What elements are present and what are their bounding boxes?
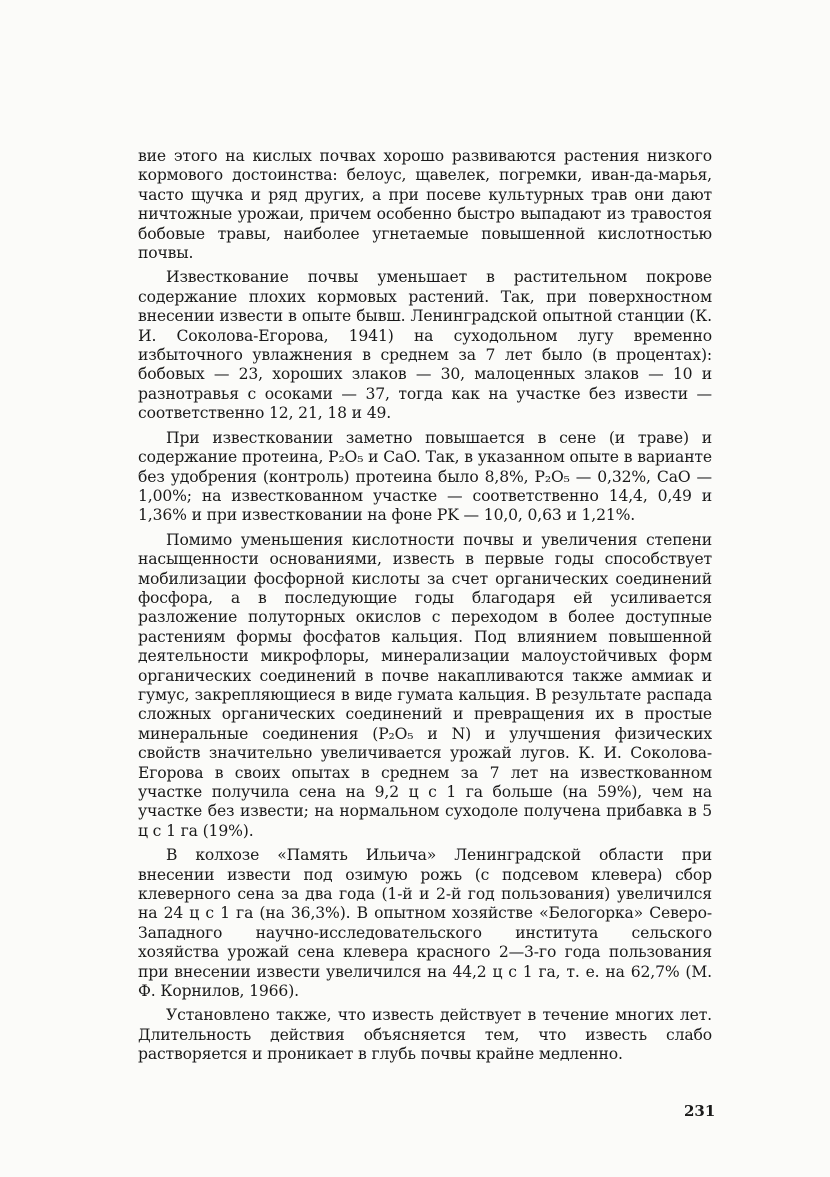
- paragraph-2: Известкование почвы уменьшает в растительном покрове содержание плохих кормовых растений. Так, при поверхностном внесении извести в опыте бывш. Ленинградской опытной станции (К. И. Соколова-Егорова, 1941) на суходольном лугу временно избыточного увлажнения в среднем за 7 лет было (в процентах): бобовых — 23, хороших злаков — 30, малоценных злаков — 10 и разнотравья с осоками — 37, тогда как на участке без извести — соответственно 12, 21, 18 и 49.: [138, 268, 712, 423]
- body-text: [138, 147, 712, 1070]
- paragraph-4: Помимо уменьшения кислотности почвы и увеличения степени насыщенности основаниями, известь в первые годы способствует мобилизации фосфорной кислоты за счет органических соединений фосфора, а в последующие годы благодаря ей усиливается разложение полуторных окислов с переходом в более доступные растениям формы фосфатов кальция. Под влиянием повышенной деятельности микрофлоры, минерализации малоустойчивых форм органических соединений в почве накапливаются также аммиак и гумус, закрепляющиеся в виде гумата кальция. В результате распада сложных органических соединений и превращения их в простые минеральные соединения (P₂O₅ и N) и улучшения физических свойств значительно увеличивается урожай лугов. К. И. Соколова-Егорова в своих опытах в среднем за 7 лет на известкованном участке получила сена на 9,2 ц с 1 га больше (на 59%), чем на участке без извести; на нормальном суходоле получена прибавка в 5 ц с 1 га (19%).: [138, 530, 712, 840]
- paragraph-6: Установлено также, что известь действует в течение многих лет. Длительность действия объясняется тем, что известь слабо растворяется и проникает в глубь почвы крайне медленно.: [138, 1006, 712, 1064]
- paragraph-1: вие этого на кислых почвах хорошо развиваются растения низкого кормового достоинства: белоус, щавелек, погремки, иван-да-марья, часто щучка и ряд других, а при посеве культурных трав они дают ничтожные урожаи, причем особенно быстро выпадают из травостоя бобовые травы, наиболее угнетаемые повышенной кислотностью почвы.: [138, 147, 712, 263]
- paragraph-5: В колхозе «Память Ильича» Ленинградской области при внесении извести под озимую рожь (с подсевом клевера) сбор клеверного сена за два года (1-й и 2-й год пользования) увеличился на 24 ц с 1 га (на 36,3%). В опытном хозяйстве «Белогорка» Северо-Западного научно-исследовательского института сельского хозяйства урожай сена клевера красного 2—3-го года пользования при внесении извести увеличился на 44,2 ц с 1 га, т. е. на 62,7% (М. Ф. Корнилов, 1966).: [138, 846, 712, 1001]
- page-number: 231: [684, 1102, 716, 1120]
- paragraph-3: При известковании заметно повышается в сене (и траве) и содержание протеина, P₂O₅ и CaO. Так, в указанном опыте в варианте без удобрения (контроль) протеина было 8,8%, P₂O₅ — 0,32%, CaO — 1,00%; на известкованном участке — соответственно 14,4, 0,49 и 1,36% и при известковании на фоне PK — 10,0, 0,63 и 1,21%.: [138, 428, 712, 525]
